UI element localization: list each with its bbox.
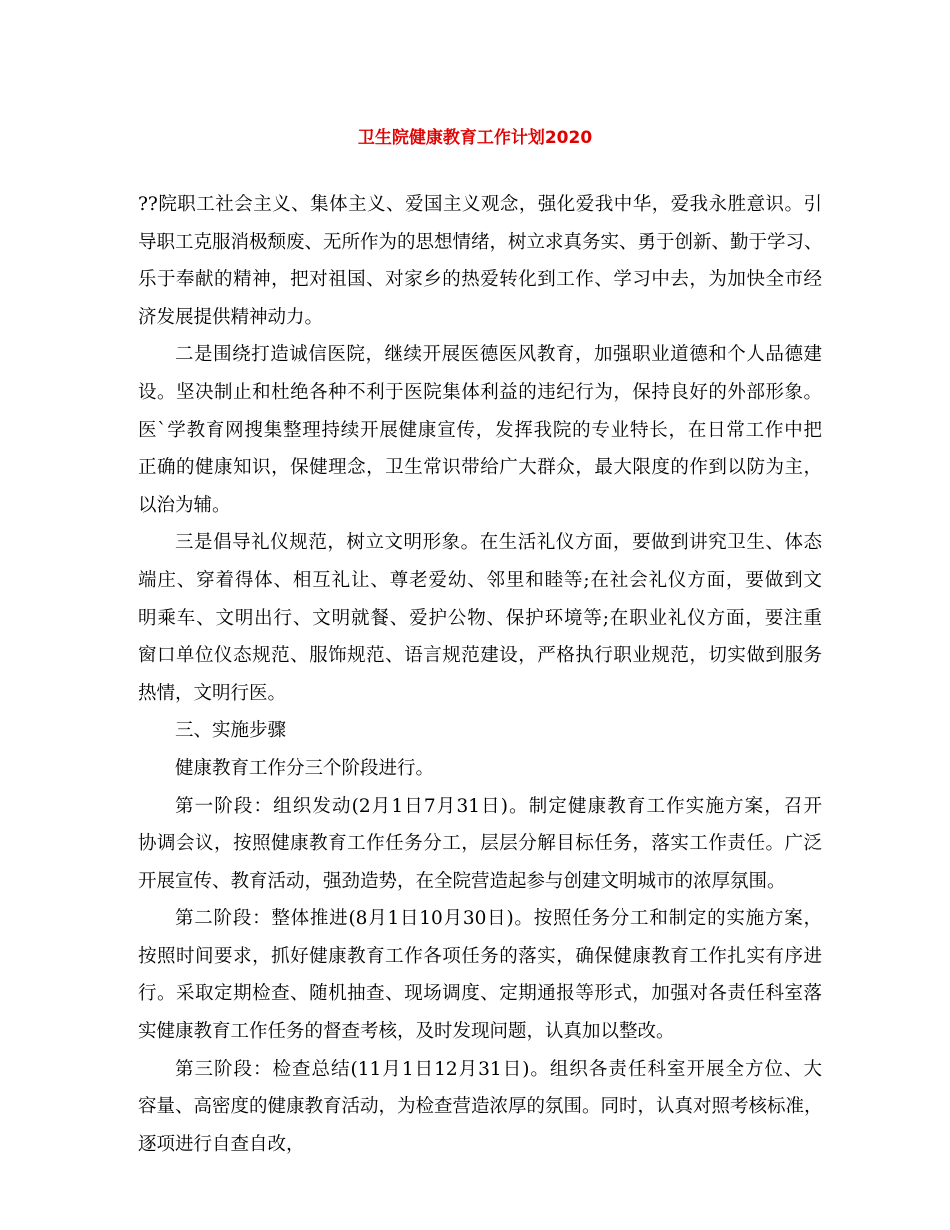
text-line: 导职工克服消极颓废、无所作为的思想情绪，树立求真务实、勇于创新、勤于学习、 [138,231,823,253]
text-line: 第二阶段：整体推进(8月1日10月30日)。按照任务分工和制定的实施方案， [175,908,822,930]
text-line: 乐于奉献的精神，把对祖国、对家乡的热爱转化到工作、学习中去，为加快全市经 [138,269,822,291]
text-line: 第一阶段：组织发动(2月1日7月31日)。制定健康教育工作实施方案，召开 [175,795,822,817]
text-line: 三是倡导礼仪规范，树立文明形象。在生活礼仪方面，要做到讲究卫生、体态 [175,532,822,554]
text-line: 行。采取定期检查、随机抽查、现场调度、定期通报等形式，加强对各责任科室落 [138,983,822,1005]
text-line: 实健康教育工作任务的督查考核，及时发现问题，认真加以整改。 [138,1021,675,1043]
text-line: 按照时间要求，抓好健康教育工作各项任务的落实，确保健康教育工作扎实有序进 [138,945,822,967]
text-line: 济发展提供精神动力。 [138,306,324,328]
text-line: 协调会议，按照健康教育工作任务分工，层层分解目标任务，落实工作责任。广泛 [138,833,822,855]
text-line: 正确的健康知识，保健理念，卫生常识带给广大群众，最大限度的作到以防为主， [138,457,822,479]
text-line: ??院职工社会主义、集体主义、爱国主义观念，强化爱我中华，爱我永胜意识。引 [138,194,822,215]
text-line: 端庄、穿着得体、相互礼让、尊老爱幼、邻里和睦等;在社会礼仪方面，要做到文 [138,569,822,591]
text-line: 以治为辅。 [138,494,231,516]
text-line: 设。坚决制止和杜绝各种不利于医院集体利益的违纪行为，保持良好的外部形象。 [138,381,822,403]
text-line: 容量、高密度的健康教育活动，为检查营造浓厚的氛围。同时，认真对照考核标准， [138,1096,823,1118]
document-title: 卫生院健康教育工作计划2020 [357,128,593,148]
section-heading: 三、实施步骤 [175,720,287,742]
text-line: 医`学教育网搜集整理持续开展健康宣传，发挥我院的专业特长，在日常工作中把 [138,419,822,441]
text-line: 窗口单位仪态规范、服饰规范、语言规范建设，严格执行职业规范，切实做到服务 [138,645,822,667]
text-line: 逐项进行自查自改， [138,1133,305,1155]
text-line: 二是围绕打造诚信医院，继续开展医德医风教育，加强职业道德和个人品德建 [175,344,822,366]
text-line: 开展宣传、教育活动，强劲造势，在全院营造起参与创建文明城市的浓厚氛围。 [138,870,786,892]
text-line: 明乘车、文明出行、文明就餐、爱护公物、保护环境等;在职业礼仪方面，要注重 [138,607,822,629]
document-body [138,186,822,1163]
text-line: 第三阶段：检查总结(11月1日12月31日)。组织各责任科室开展全方位、大 [175,1058,822,1080]
text-line: 健康教育工作分三个阶段进行。 [175,757,435,779]
text-line: 热情，文明行医。 [138,682,287,704]
